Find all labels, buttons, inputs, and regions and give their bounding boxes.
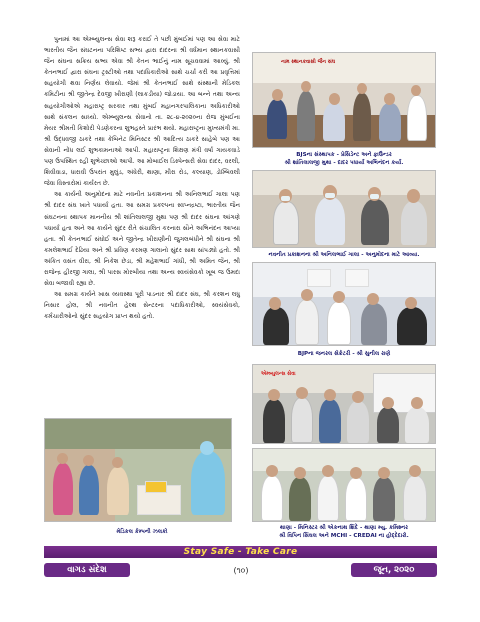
photo-sunil-rane — [252, 262, 436, 346]
photo-caption-5: થાણા - મિનિસ્ટર શ્રી એકનાથ શિંદે - થાણા મ્યુ. કમિશ્નર શ્રી વિપિન સિંઘલ અને MCHI - CREDAI ના હોદ્દેદારો. — [279, 525, 409, 539]
issue-date: જૂન, ૨૦૨૦ — [351, 563, 437, 577]
photo-caption-3: BJPના જનરલ સેક્રેટરી - શ્રી સુનીલ રાણે — [297, 351, 391, 357]
article-text — [44, 34, 240, 322]
article-paragraph-3: આ સમગ્ર કાર્યને ખાસ વ્યવસ્થા પૂરી પાડનાર શ્રી દાદર સંઘ, શ્રી કરશન લધુ નિસાર હોલ, શ્રી નવનીત હેલ્થ સેન્ટરના પદાધિકારીઓ, સ્વયંસેવકો, કર્મચારીઓનો સુંદર સહયોગ પ્રાપ્ત થયો હતો. — [44, 291, 240, 321]
photo-ambulance-crowd — [252, 364, 436, 444]
photo-shantilalji-visit — [252, 52, 436, 148]
ambulance-banner-text: એમ્બ્યુલન્સ સેવા — [261, 371, 296, 377]
photo-medical-camp — [44, 418, 232, 522]
article-paragraph-2: આ કાર્યની અનુમોદના માટે નવનીત પ્રકાશનના શ્રી અનિલભાઈ ગાલા પણ શ્રી દાદર સંઘ ખાતે પધાર્યા હતા. આ સમગ્ર પ્રકલ્પના સ્વપ્નદ્રષ્ટા, ભારતીય જૈન સંઘટનના સ્થાપક માનનીય શ્રી શાંતિલાલજી મુથા પણ શ્રી દાદર સંઘના આંગણે પધાર્યા હતા અને આ કાર્યને સુંદર રીતે સંચાલિત કરનારા સૌને અભિનંદન આપ્યા હતા. શ્રી કેતનભાઈ સંઘોઈ અને જીતેન્દ્ર ખીરાણીની જુગલબંધીને શ્રી સંઘના શ્રી કમલેશભાઈ દેઢિયા અને શ્રી પ્રવિણ કરમણ ગાલાનો સુંદર સાથ સાંપડ્યો હતો. શ્રી અંકિત વસંત વીરા, શ્રી નિકેશ છેડા, શ્રી મહેશભાઈ ગાંધી, શ્રી અમિત જૈન, શ્રી રાજેન્દ્ર હીરજી ગાલા, શ્રી પારસ મોરબીયા તથા અન્ય સ્વયંસેવકો ખૂબ જ ઉમદા સેવા બજાવી રહ્યા છે. — [44, 191, 240, 288]
photo-anilbhai-gala — [252, 170, 436, 248]
page-footer — [44, 563, 437, 577]
page-number: (૧૦) — [233, 566, 249, 575]
photo-thane-minister — [252, 448, 436, 522]
article-paragraph-1: પુનામાં આ એમ્બ્યુલન્સ સેવા શરૂ કરાઈ તે પછી મુંબઈમાં પણ આ સેવા માટે ભારતીય જૈન સંઘટનના પરિશિષ્ટ સભ્ય દ્વારા દાદરના શ્રી વર્ધમાન સ્થાનકવાસી જૈન સંઘના સક્રિય સભ્ય એવા શ્રી કેતન ભાઈનું નામ સૂચવવામાં આવ્યું. શ્રી કેતનભાઈ દ્વારા સંઘના ટ્રસ્ટીઓ તથા પદાધિકારીઓ સાથે ચર્ચા કરી આ પ્રવૃત્તિમાં સહયોગી થવા નિર્ણય લેવાયો. જેમાં શ્રી કેતનભાઈ સાથે સંસ્થાની મેડિકલ કમિટીના શ્રી જીતેન્દ્ર દેવજી ખીરાણી (લાકડીયા) જોડાયા. આ બન્ને તથા અન્ય સહયોગીઓએ મહારાષ્ટ્ર સરકાર તથા મુંબઈ મહાનગરપાલિકાના અધિકારીઓ સાથે સંકલન સાધ્યો. એમ્બ્યુલન્સ સેવાનો તા. ૨૮-૪-૨૦૨૦ના રોજ મુંબઈના મેયર શ્રીમતી કિશોરી પેડણેકરના શુભહસ્તે પ્રારંભ થયો. મહારાષ્ટ્રના મુખ્યમંત્રી મા. શ્રી ઉદ્ધવજી ઠાકરે તથા કેબિનેટ મિનિસ્ટર શ્રી આદિત્ય ઠાકરે સાહેબે પણ આ સેવાની નોંધ લઈ શુભકામનાઓ આપી. મહારાષ્ટ્રના શિક્ષણ મંત્રી વર્ષા ગાયકવાડે પણ ઉપસ્થિત રહી શુભેચ્છાઓ આપી. આ મોબાઈલ ડિસ્પેન્સરી સેવા દાદર, વરલી, શિવીવાડા, ધારાવી ઉપરાંત મુલુંડ, અંધેરી, થાણા, મીરા રોડ, કલ્યાણ, ડોમ્બિવલી જેવા વિસ્તારોમાં કાર્યરત છે. — [44, 36, 240, 188]
photo-caption-4: મેડિકલ કેમ્પની ઝલકો — [116, 529, 168, 535]
photo-caption-1: BJSના સંસ્થાપક - પ્રેસિડેન્ટ અને ફાઉન્ડર શ્રી શાંતિલાલજી મુથા - દાદર પધાર્યા અભિનંદન કર્યા. — [284, 152, 404, 166]
photo-caption-2: નવનીત પ્રકાશનના શ્રી અનિલભાઈ ગાલા - અનુમોદના માટે આવ્યા. — [268, 252, 420, 258]
stay-safe-banner: Stay Safe - Take Care — [44, 546, 437, 558]
magazine-name: વાગડ સંદેશ — [44, 563, 130, 577]
photo-banner-text: નામ સ્થાનકવાસી જૈન સંઘ — [281, 59, 336, 65]
